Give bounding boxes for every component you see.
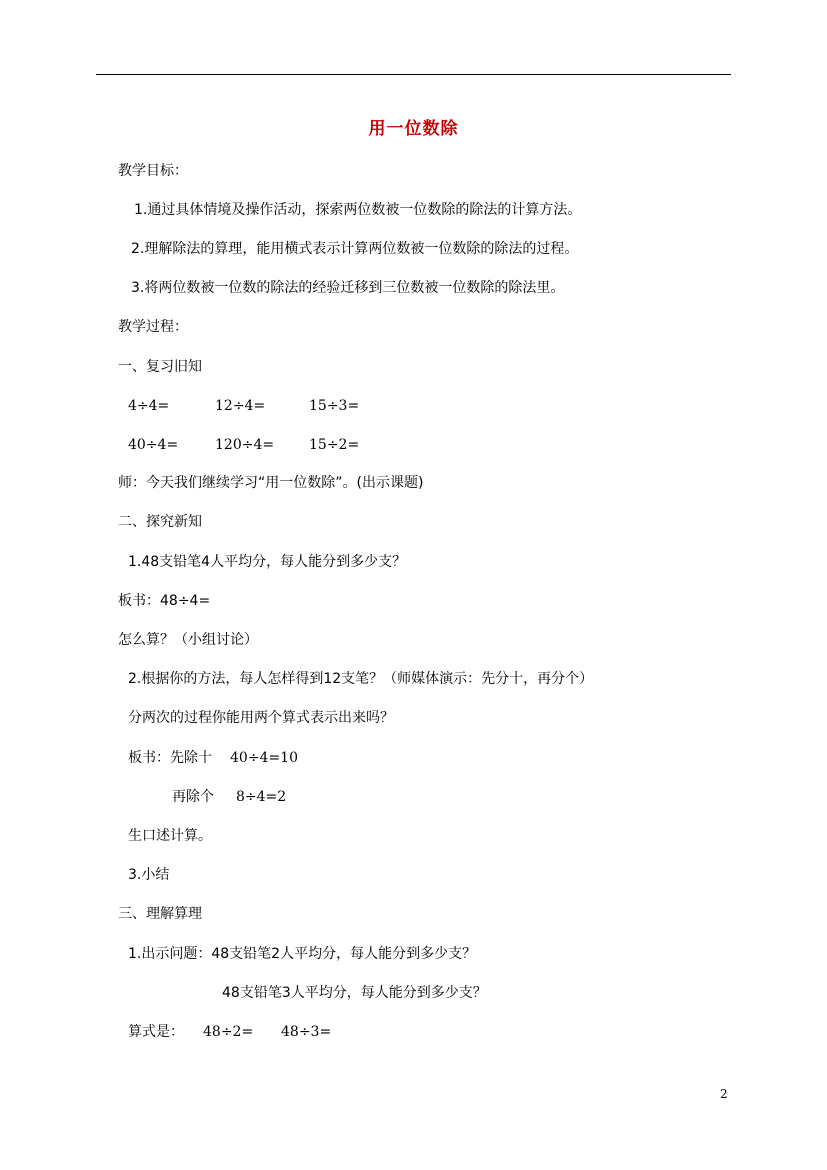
review-expression: 40÷4= (128, 437, 179, 453)
board-label: 板书：先除十 (128, 750, 212, 766)
oral-text: 生口述计算。 (128, 828, 212, 844)
review-expression: 12÷4= (215, 398, 266, 414)
review-expression: 15÷2= (309, 437, 360, 453)
discussion-text: 怎么算？（小组讨论） (118, 632, 258, 648)
section-heading: 二、探究新知 (118, 514, 202, 530)
formula-expression: 48÷2= (203, 1024, 254, 1040)
question-text: 2.根据你的方法，每人怎样得到12支笔？（师媒体演示：先分十，再分个） (128, 671, 594, 687)
teacher-line: 师：今天我们继续学习“用一位数除”。(出示课题) (118, 475, 424, 491)
question-text: 48支铅笔3人平均分，每人能分到多少支？ (222, 985, 487, 1001)
review-expression: 4÷4= (128, 398, 170, 414)
goals-heading: 教学目标： (118, 163, 188, 179)
question-text: 1.48支铅笔4人平均分，每人能分到多少支？ (128, 554, 407, 570)
page-number: 2 (720, 1087, 728, 1101)
goal-item: 2.理解除法的算理，能用横式表示计算两位数被一位数除的除法的过程。 (131, 241, 579, 257)
formula-label: 算式是： (128, 1024, 184, 1040)
board-expression: 40÷4=10 (230, 750, 298, 766)
question-text: 分两次的过程你能用两个算式表示出来吗？ (128, 710, 394, 726)
board-label: 再除个 (172, 789, 214, 805)
goal-item: 3.将两位数被一位数的除法的经验迁移到三位数被一位数除的除法里。 (131, 280, 565, 296)
process-heading: 教学过程： (118, 319, 188, 335)
review-expression: 120÷4= (215, 437, 275, 453)
board-text: 板书：48÷4= (118, 593, 211, 609)
question-text: 1.出示问题：48支铅笔2人平均分，每人能分到多少支？ (128, 946, 477, 962)
formula-expression: 48÷3= (281, 1024, 332, 1040)
section-heading: 一、复习旧知 (118, 359, 202, 375)
review-expression: 15÷3= (309, 398, 360, 414)
goal-item: 1.通过具体情境及操作活动，探索两位数被一位数除的除法的计算方法。 (134, 202, 582, 218)
board-expression: 8÷4=2 (236, 789, 287, 805)
section-heading: 三、理解算理 (118, 906, 202, 922)
summary-text: 3.小结 (128, 867, 170, 883)
header-rule (96, 74, 731, 75)
page-title: 用一位数除 (368, 119, 459, 139)
